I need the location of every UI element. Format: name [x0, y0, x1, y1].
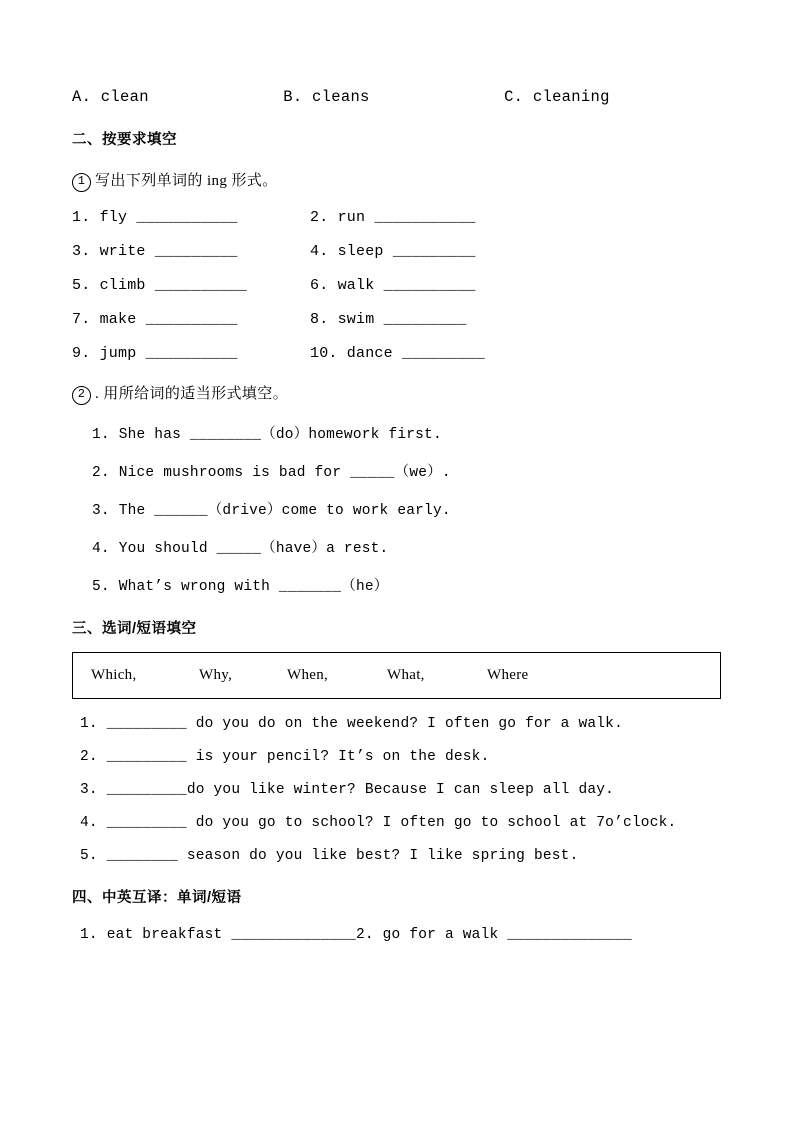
circled-number-two: 2	[72, 386, 91, 405]
section-three-heading: 三、选词/短语填空	[72, 621, 197, 637]
ing-item-right: 2. run ___________	[310, 209, 476, 226]
ing-item-left: 1. fly ___________	[72, 209, 238, 226]
ing-item-left: 3. write _________	[72, 243, 238, 260]
word-bank-item: Where	[487, 667, 529, 683]
ing-item-right: 10. dance _________	[310, 345, 485, 362]
word-choice-question: 3. _________do you like winter? Because I can sleep all day.	[80, 782, 615, 798]
word-choice-question: 1. _________ do you do on the weekend? I often go for a walk.	[80, 716, 623, 732]
ing-item-left: 5. climb __________	[72, 277, 247, 294]
fill-blank-question: 1. She has ________（do）homework first.	[92, 427, 442, 443]
ing-form-row	[72, 243, 721, 260]
fill-blank-question: 4. You should _____（have）a rest.	[92, 541, 389, 557]
word-bank-item: What,	[387, 667, 425, 683]
word-choice-question: 5. ________ season do you like best? I like spring best.	[80, 848, 579, 864]
ing-item-right: 4. sleep _________	[310, 243, 476, 260]
fill-blank-question: 2. Nice mushrooms is bad for _____（we）.	[92, 465, 451, 481]
part-one-instruction-text: 写出下列单词的 ing 形式。	[95, 173, 278, 189]
multiple-choice-options: A. clean B. cleans C. cleaning	[72, 88, 610, 106]
section-two-part-two-instruction	[72, 382, 721, 405]
section-two-heading: 二、按要求填空	[72, 132, 177, 148]
ing-form-row	[72, 209, 721, 226]
ing-item-right: 8. swim _________	[310, 311, 467, 328]
ing-item-right: 6. walk __________	[310, 277, 476, 294]
translation-question: 1. eat breakfast ______________2. go for a walk ______________	[80, 927, 632, 943]
section-two-part-one-instruction	[72, 169, 721, 192]
word-choice-question: 2. _________ is your pencil? It’s on the desk.	[80, 749, 490, 765]
ing-form-row	[72, 311, 721, 328]
ing-item-left: 7. make __________	[72, 311, 238, 328]
fill-blank-question: 5. What’s wrong with _______（he）	[92, 579, 389, 595]
ing-item-left: 9. jump __________	[72, 345, 238, 362]
word-bank-box	[72, 652, 721, 699]
fill-blank-question: 3. The ______（drive）come to work early.	[92, 503, 451, 519]
word-bank-item: Why,	[199, 667, 233, 683]
word-bank-item: When,	[287, 667, 329, 683]
part-two-instruction-text: . 用所给词的适当形式填空。	[95, 386, 289, 402]
ing-form-row	[72, 345, 721, 362]
section-four-heading: 四、中英互译：单词/短语	[72, 890, 242, 906]
circled-number-one: 1	[72, 173, 91, 192]
ing-form-row	[72, 277, 721, 294]
word-bank-item: Which,	[91, 667, 137, 683]
word-choice-question: 4. _________ do you go to school? I often go to school at 7o’clock.	[80, 815, 677, 831]
